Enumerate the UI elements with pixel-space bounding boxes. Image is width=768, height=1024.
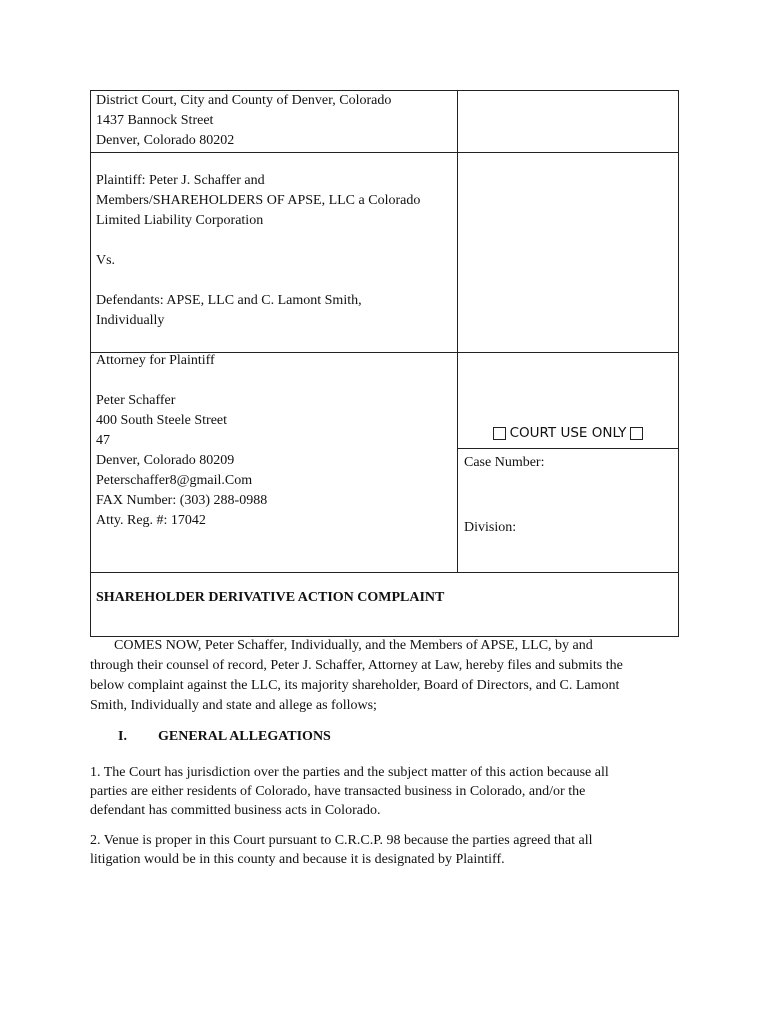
- court-city: Denver, Colorado 80202: [96, 133, 235, 148]
- document-title: SHAREHOLDER DERIVATIVE ACTION COMPLAINT: [96, 590, 445, 605]
- division-label: Division:: [464, 520, 517, 535]
- checkbox-icon: [630, 427, 643, 440]
- attorney-street: 400 South Steele Street: [96, 413, 228, 428]
- caption-divider: [91, 572, 678, 573]
- intro-line: through their counsel of record, Peter J. Schaffer, Attorney at Law, hereby files and submits the: [90, 658, 623, 673]
- intro-line: below complaint against the LLC, its majority shareholder, Board of Directors, and C. Lamont: [90, 678, 620, 693]
- attorney-unit: 47: [96, 433, 110, 448]
- caption-table: [90, 90, 679, 637]
- checkbox-icon: [493, 427, 506, 440]
- plaintiff-line: Members/SHAREHOLDERS OF APSE, LLC a Colorado: [96, 193, 421, 208]
- paragraph-line: defendant has committed business acts in Colorado.: [90, 803, 381, 818]
- intro-line: Smith, Individually and state and allege as follows;: [90, 698, 377, 713]
- caption-vertical-divider: [457, 91, 458, 572]
- caption-divider: [91, 152, 678, 153]
- plaintiff-line: Plaintiff: Peter J. Schaffer and: [96, 173, 265, 188]
- section-title: GENERAL ALLEGATIONS: [158, 729, 331, 744]
- court-use-only-label: COURT USE ONLY: [509, 425, 627, 441]
- allegation-paragraph-2: [90, 831, 680, 869]
- court-cell: [96, 91, 391, 151]
- parties-cell: [96, 171, 420, 331]
- paragraph-line: 1. The Court has jurisdiction over the parties and the subject matter of this action because all: [90, 765, 609, 780]
- paragraph-line: litigation would be in this county and because it is designated by Plaintiff.: [90, 852, 505, 867]
- versus-label: Vs.: [96, 253, 116, 268]
- attorney-name: Peter Schaffer: [96, 393, 176, 408]
- case-number-label: Case Number:: [464, 455, 545, 470]
- section-number: I.: [118, 729, 127, 744]
- attorney-email: Peterschaffer8@gmail.Com: [96, 473, 253, 488]
- plaintiff-line: Limited Liability Corporation: [96, 213, 264, 228]
- attorney-heading: Attorney for Plaintiff: [96, 353, 215, 368]
- allegation-paragraph-1: [90, 763, 680, 820]
- defendants-line: Individually: [96, 313, 165, 328]
- paragraph-line: 2. Venue is proper in this Court pursuant to C.R.C.P. 98 because the parties agreed that all: [90, 833, 593, 848]
- intro-paragraph: [90, 636, 680, 716]
- attorney-city: Denver, Colorado 80209: [96, 453, 235, 468]
- attorney-fax: FAX Number: (303) 288-0988: [96, 493, 268, 508]
- court-use-only: [458, 422, 678, 444]
- section-heading: [118, 729, 331, 745]
- paragraph-line: parties are either residents of Colorado, have transacted business in Colorado, and/or the: [90, 784, 586, 799]
- court-name: District Court, City and County of Denver, Colorado: [96, 93, 392, 108]
- attorney-cell: [96, 351, 267, 531]
- court-street: 1437 Bannock Street: [96, 113, 214, 128]
- attorney-registration: Atty. Reg. #: 17042: [96, 513, 206, 528]
- caption-divider: [457, 448, 678, 449]
- defendants-line: Defendants: APSE, LLC and C. Lamont Smith,: [96, 293, 362, 308]
- intro-line: COMES NOW, Peter Schaffer, Individually, and the Members of APSE, LLC, by and: [114, 638, 593, 653]
